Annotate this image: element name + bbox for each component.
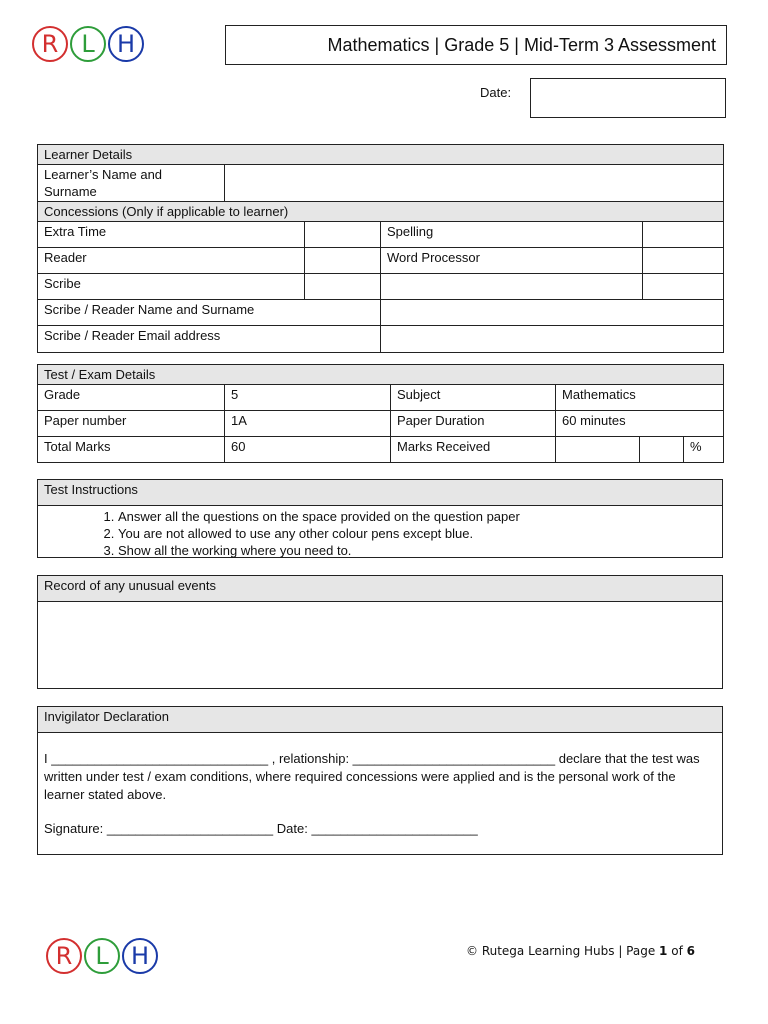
logo-r-circle: R	[32, 26, 68, 62]
concession-checkbox-cell[interactable]	[305, 222, 381, 248]
footer-rlh-logo	[46, 938, 158, 974]
concession-checkbox-cell[interactable]	[643, 274, 724, 300]
concession-label: Spelling	[381, 222, 643, 248]
exam-value: 5	[225, 385, 391, 411]
concession-label: Scribe	[38, 274, 305, 300]
scribe-name-field[interactable]	[381, 300, 724, 326]
logo-l-circle: L	[70, 26, 106, 62]
marks-received-field[interactable]	[556, 437, 640, 463]
page-of-text: of	[667, 944, 687, 958]
exam-label: Marks Received	[391, 437, 556, 463]
logo-l-circle: L	[84, 938, 120, 974]
learner-details-table	[37, 144, 724, 353]
exam-label: Total Marks	[38, 437, 225, 463]
instruction-item: 1. Answer all the questions on the space provided on the question paper	[118, 508, 722, 525]
instruction-item: 3. Show all the working where you need to.	[118, 542, 722, 559]
concession-checkbox-cell[interactable]	[305, 274, 381, 300]
concession-checkbox-cell[interactable]	[305, 248, 381, 274]
exam-value: 1A	[225, 411, 391, 437]
exam-value: 60 minutes	[556, 411, 724, 437]
exam-label: Paper number	[38, 411, 225, 437]
learner-details-header: Learner Details	[38, 145, 724, 165]
percent-symbol: %	[684, 437, 724, 463]
instruction-item: 2. You are not allowed to use any other colour pens except blue.	[118, 525, 722, 542]
current-page-number: 1	[659, 944, 668, 958]
footer-page-info	[466, 944, 695, 958]
scribe-name-label: Scribe / Reader Name and Surname	[38, 300, 381, 326]
footer-copyright: © Rutega Learning Hubs | Page	[466, 944, 660, 958]
exam-label: Paper Duration	[391, 411, 556, 437]
exam-value: Mathematics	[556, 385, 724, 411]
exam-details-header: Test / Exam Details	[38, 365, 724, 385]
test-instructions-section	[37, 479, 723, 558]
signature-line: Signature: _______________________ Date: _______________________	[44, 821, 478, 836]
concession-label: Extra Time	[38, 222, 305, 248]
learner-name-label: Learner’s Name and Surname	[38, 165, 225, 202]
percentage-field[interactable]	[640, 437, 684, 463]
unusual-events-field[interactable]	[38, 602, 722, 688]
concession-checkbox-cell[interactable]	[643, 248, 724, 274]
scribe-email-label: Scribe / Reader Email address	[38, 326, 381, 353]
invigilator-declaration-section	[37, 706, 723, 855]
exam-value: 60	[225, 437, 391, 463]
document-title: Mathematics | Grade 5 | Mid-Term 3 Assessment	[327, 34, 716, 55]
date-field[interactable]	[530, 78, 726, 118]
concession-label: Reader	[38, 248, 305, 274]
date-label: Date:	[480, 85, 512, 100]
total-page-number: 6	[686, 944, 695, 958]
exam-label: Subject	[391, 385, 556, 411]
learner-name-field[interactable]	[225, 165, 724, 202]
declaration-statement: I ______________________________ , relationship: ____________________________ declare that the test was written under test / exam conditions, where required concessions were applied and is the personal work of the learner stated above.	[44, 751, 700, 802]
logo-h-circle: H	[122, 938, 158, 974]
concession-checkbox-cell[interactable]	[643, 222, 724, 248]
exam-details-table	[37, 364, 724, 463]
scribe-email-field[interactable]	[381, 326, 724, 353]
unusual-events-header: Record of any unusual events	[38, 576, 722, 602]
document-title-box	[225, 25, 727, 65]
instructions-list	[38, 508, 722, 559]
logo-r-circle: R	[46, 938, 82, 974]
concession-label	[381, 274, 643, 300]
invigilator-declaration-header: Invigilator Declaration	[38, 707, 722, 733]
exam-label: Grade	[38, 385, 225, 411]
concession-label: Word Processor	[381, 248, 643, 274]
unusual-events-section	[37, 575, 723, 689]
rlh-logo	[32, 26, 144, 62]
test-instructions-header: Test Instructions	[38, 480, 722, 506]
concessions-header: Concessions (Only if applicable to learner)	[38, 202, 724, 222]
logo-h-circle: H	[108, 26, 144, 62]
